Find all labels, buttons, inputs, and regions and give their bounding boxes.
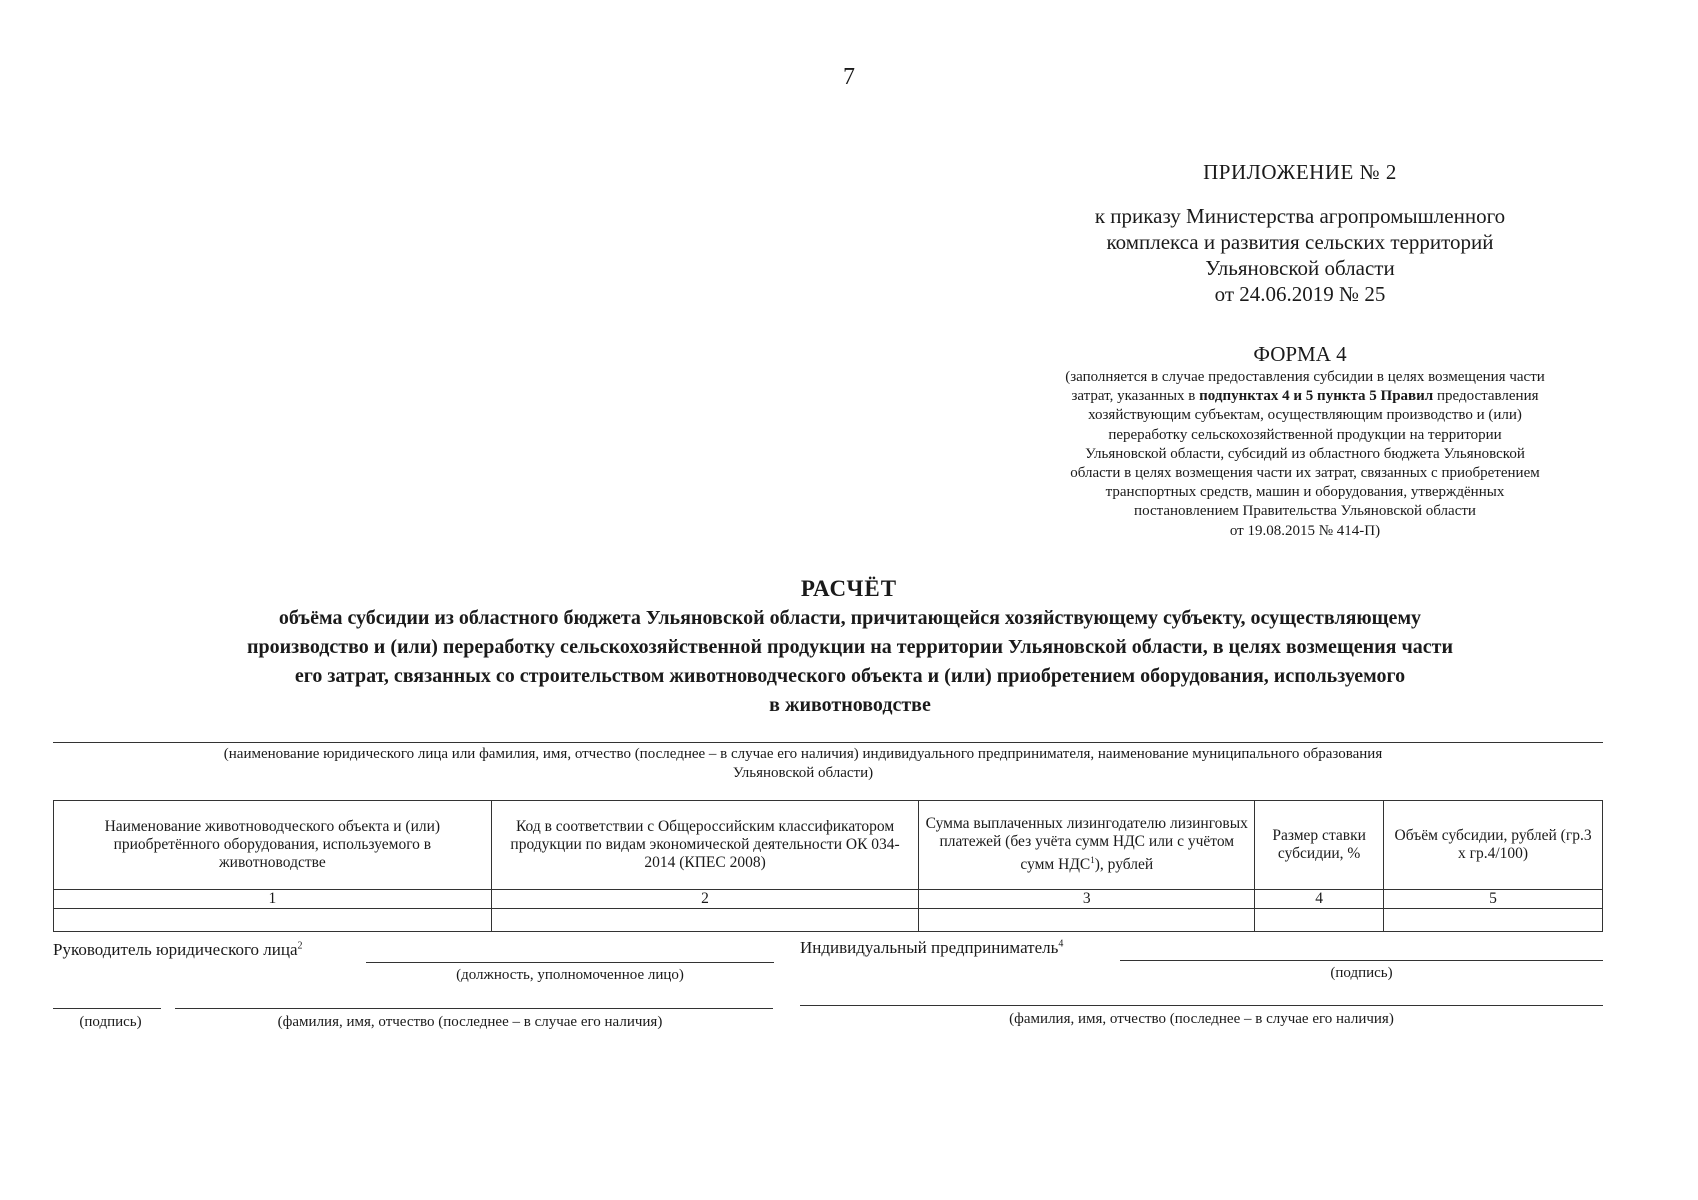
signature-caption-left: (подпись): [79, 1014, 142, 1030]
table-header-row: [54, 801, 1603, 890]
form-title: ФОРМА 4: [1253, 342, 1347, 366]
form-note: [985, 368, 1625, 541]
appendix-line: от 24.06.2019 № 25: [1214, 282, 1386, 306]
header-cell-amount: Объём субсидии, рублей (гр.3 x гр.4/100): [1384, 801, 1603, 890]
signature-caption-right: (подпись): [1330, 965, 1393, 981]
form-note-line: хозяйствующим субъектам, осуществляющим производство и (или): [1088, 407, 1522, 424]
calculation-title: РАСЧЁТ: [800, 576, 898, 601]
position-caption: (должность, уполномоченное лицо): [456, 967, 684, 983]
entity-name-line[interactable]: [53, 742, 1603, 743]
form-note-line: затрат, указанных в подпунктах 4 и 5 пункта 5 Правил предоставления: [1071, 388, 1539, 405]
appendix-line: комплекса и развития сельских территорий: [1106, 230, 1494, 254]
name-line-right[interactable]: [800, 1005, 1603, 1006]
head-label: [53, 940, 303, 960]
page-number: 7: [843, 64, 855, 90]
entity-caption: [53, 745, 1553, 783]
head-label-text: Руководитель юридического лица: [53, 940, 298, 959]
subtitle-line: в животноводстве: [769, 694, 931, 716]
header-cell-rate: Размер ставки субсидии, %: [1255, 801, 1384, 890]
signature-line-right[interactable]: [1120, 960, 1603, 961]
subtitle-line: производство и (или) переработку сельскохозяйственной продукции на территории Ульяновской области, в целях возмещения части: [247, 636, 1453, 658]
column-number-row: [54, 890, 1603, 909]
form-note-line: Ульяновской области, субсидий из областного бюджета Ульяновской: [1085, 445, 1525, 462]
appendix-title: ПРИЛОЖЕНИЕ № 2: [1203, 160, 1397, 184]
signature-line-left[interactable]: [53, 1008, 161, 1009]
form-note-line: (заполняется в случае предоставления субсидии в целях возмещения части: [1065, 369, 1545, 385]
column-number: 1: [54, 890, 492, 909]
table-row: [54, 909, 1603, 932]
form-note-line: транспортных средств, машин и оборудования, утверждённых: [1105, 484, 1505, 501]
subtitle-line: объёма субсидии из областного бюджета Ульяновской области, причитающейся хозяйствующему субъекту, осуществляющему: [278, 607, 1422, 629]
form-note-line: переработку сельскохозяйственной продукции на территории: [1108, 426, 1502, 443]
table-cell[interactable]: [919, 909, 1255, 932]
calculation-table: [53, 800, 1603, 932]
appendix-block: [1000, 160, 1600, 307]
appendix-line: Ульяновской области: [1205, 256, 1395, 280]
table-cell[interactable]: [491, 909, 919, 932]
form-note-line: постановлением Правительства Ульяновской области: [1134, 503, 1476, 520]
table-cell[interactable]: [54, 909, 492, 932]
header-cell-code: Код в соответствии с Общероссийским классификатором продукции по видам экономической деятельности ОК 034-2014 (КПЕС 2008): [491, 801, 919, 890]
column-number: 3: [919, 890, 1255, 909]
entity-caption-line: Ульяновской области): [732, 765, 874, 781]
entrepreneur-label-text: Индивидуальный предприниматель: [800, 938, 1059, 957]
name-caption-left: (фамилия, имя, отчество (последнее – в случае его наличия): [277, 1014, 663, 1030]
head-footnote: 2: [297, 940, 303, 952]
subtitle-line: его затрат, связанных со строительством животноводческого объекта и (или) приобретением оборудования, используемого: [294, 665, 1406, 687]
calculation-subtitle: [80, 604, 1620, 720]
table-cell[interactable]: [1384, 909, 1603, 932]
table-cell[interactable]: [1255, 909, 1384, 932]
entrepreneur-label: [800, 938, 1063, 958]
column-number: 4: [1255, 890, 1384, 909]
form-note-line: области в целях возмещения части их затрат, связанных с приобретением: [1070, 465, 1540, 482]
entity-caption-line: (наименование юридического лица или фамилия, имя, отчество (последнее – в случае его наличия) индивидуального предпринимателя, наименование муниципального образования: [223, 746, 1383, 762]
position-line[interactable]: [366, 962, 774, 963]
name-line-left[interactable]: [175, 1008, 773, 1009]
appendix-line: к приказу Министерства агропромышленного: [1094, 204, 1506, 228]
column-number: 5: [1384, 890, 1603, 909]
form-note-line: от 19.08.2015 № 414-П): [1229, 522, 1381, 539]
header-cell-payments: Сумма выплаченных лизингодателю лизинговых платежей (без учёта сумм НДС или с учётом сумм НДС$^1$), рублей: [919, 801, 1255, 890]
header-cell-object: Наименование животноводческого объекта и (или) приобретённого оборудования, используемого в животноводстве: [54, 801, 492, 890]
column-number: 2: [491, 890, 919, 909]
name-caption-right: (фамилия, имя, отчество (последнее – в случае его наличия): [1009, 1011, 1394, 1027]
entrepreneur-footnote: 4: [1058, 938, 1064, 950]
